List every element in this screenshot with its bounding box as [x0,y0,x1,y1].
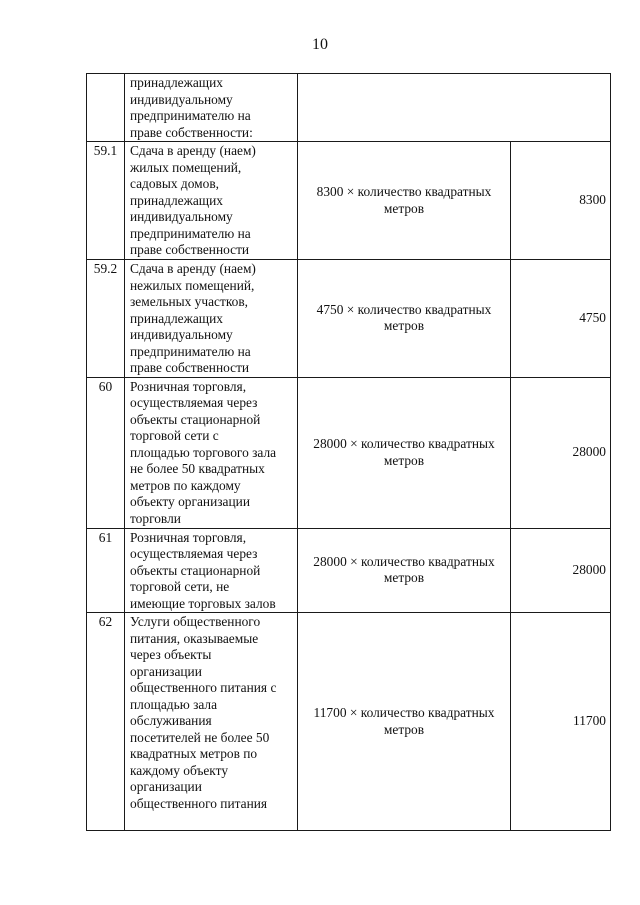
row-number: 59.2 [87,260,125,378]
description-line: торговой сети, не [130,579,230,594]
description-line: индивидуальному [130,327,233,342]
description-line: нежилых помещений, [130,277,255,293]
row-description [125,528,298,613]
description-line: объекту организации [130,494,250,509]
row-formula [298,142,511,260]
row-description [125,74,298,142]
description-line: торговли [130,510,181,526]
table-row [87,377,611,528]
tariff-table [86,73,611,831]
description-line: метров по каждому [130,477,241,493]
formula-line: 8300 × количество квадратных [316,184,492,199]
table-row [87,528,611,613]
row-description [125,377,298,528]
row-number: 59.1 [87,142,125,260]
description-line: Розничная торговля, [130,529,247,545]
description-line: обслуживания [130,713,212,728]
description-line: питания, оказываемые [130,630,259,646]
row-formula [298,260,511,378]
formula-line: 28000 × количество квадратных [313,436,495,451]
description-line: через объекты [130,647,212,662]
description-line: каждому объекту [130,762,229,778]
row-value: 11700 [511,613,611,831]
table-body [87,74,611,831]
row-number: 60 [87,377,125,528]
formula-line: 11700 × количество квадратных [313,705,495,720]
table-row [87,613,611,831]
formula-line: метров [383,200,425,216]
page-number: 10 [312,36,328,53]
row-description [125,260,298,378]
row-number: 61 [87,528,125,613]
description-line: посетителей не более 50 [130,729,270,745]
description-line: праве собственности: [130,124,253,140]
description-line: принадлежащих [130,192,223,208]
row-number: 62 [87,613,125,831]
description-line: Розничная торговля, [130,378,247,394]
description-line: общественного питания [130,795,268,811]
description-line: квадратных метров по [130,746,258,761]
description-line: площадью торгового зала [130,444,277,460]
formula-line: метров [383,570,425,586]
formula-line: 28000 × количество квадратных [313,553,495,569]
row-formula [298,613,511,831]
table-row [87,74,611,142]
description-line: организации [130,779,202,794]
description-line: осуществляемая через [130,395,258,410]
description-line: имеющие торговых залов [130,595,276,611]
row-formula [298,528,511,613]
row-value: 28000 [511,377,611,528]
description-line: жилых помещений, [130,159,242,175]
description-line: Сдача в аренду (наем) [130,261,256,276]
empty-cell [298,74,611,142]
description-line: земельных участков, [130,294,249,309]
row-value: 8300 [511,142,611,260]
formula-line: метров [383,452,425,468]
row-formula [298,377,511,528]
description-line: объекты стационарной [130,562,261,578]
description-line: торговой сети с [130,428,219,443]
description-line: общественного питания с [130,680,277,695]
description-line: предпринимателю на [130,108,251,123]
description-line: принадлежащих [130,75,223,90]
description-line: Услуги общественного [130,614,261,629]
formula-line: 4750 × количество квадратных [316,301,492,317]
formula-line: метров [383,721,425,737]
description-line: праве собственности [130,242,250,257]
description-line: не более 50 квадратных [130,461,265,476]
description-line: индивидуальному [130,209,233,224]
description-line: осуществляемая через [130,546,258,561]
description-line: Сдача в аренду (наем) [130,143,256,158]
formula-line: метров [383,318,425,334]
description-line: предпринимателю на [130,343,251,359]
description-line: предпринимателю на [130,225,251,241]
description-line: садовых домов, [130,176,220,191]
table-row [87,142,611,260]
row-value: 28000 [511,528,611,613]
description-line: объекты стационарной [130,411,261,427]
description-line: организации [130,663,202,679]
description-line: праве собственности [130,360,250,375]
row-number [87,74,125,142]
description-line: индивидуальному [130,91,233,107]
row-description [125,142,298,260]
description-line: принадлежащих [130,310,223,326]
description-line: площадью зала [130,696,218,712]
row-value: 4750 [511,260,611,378]
row-description [125,613,298,831]
table-row [87,260,611,378]
